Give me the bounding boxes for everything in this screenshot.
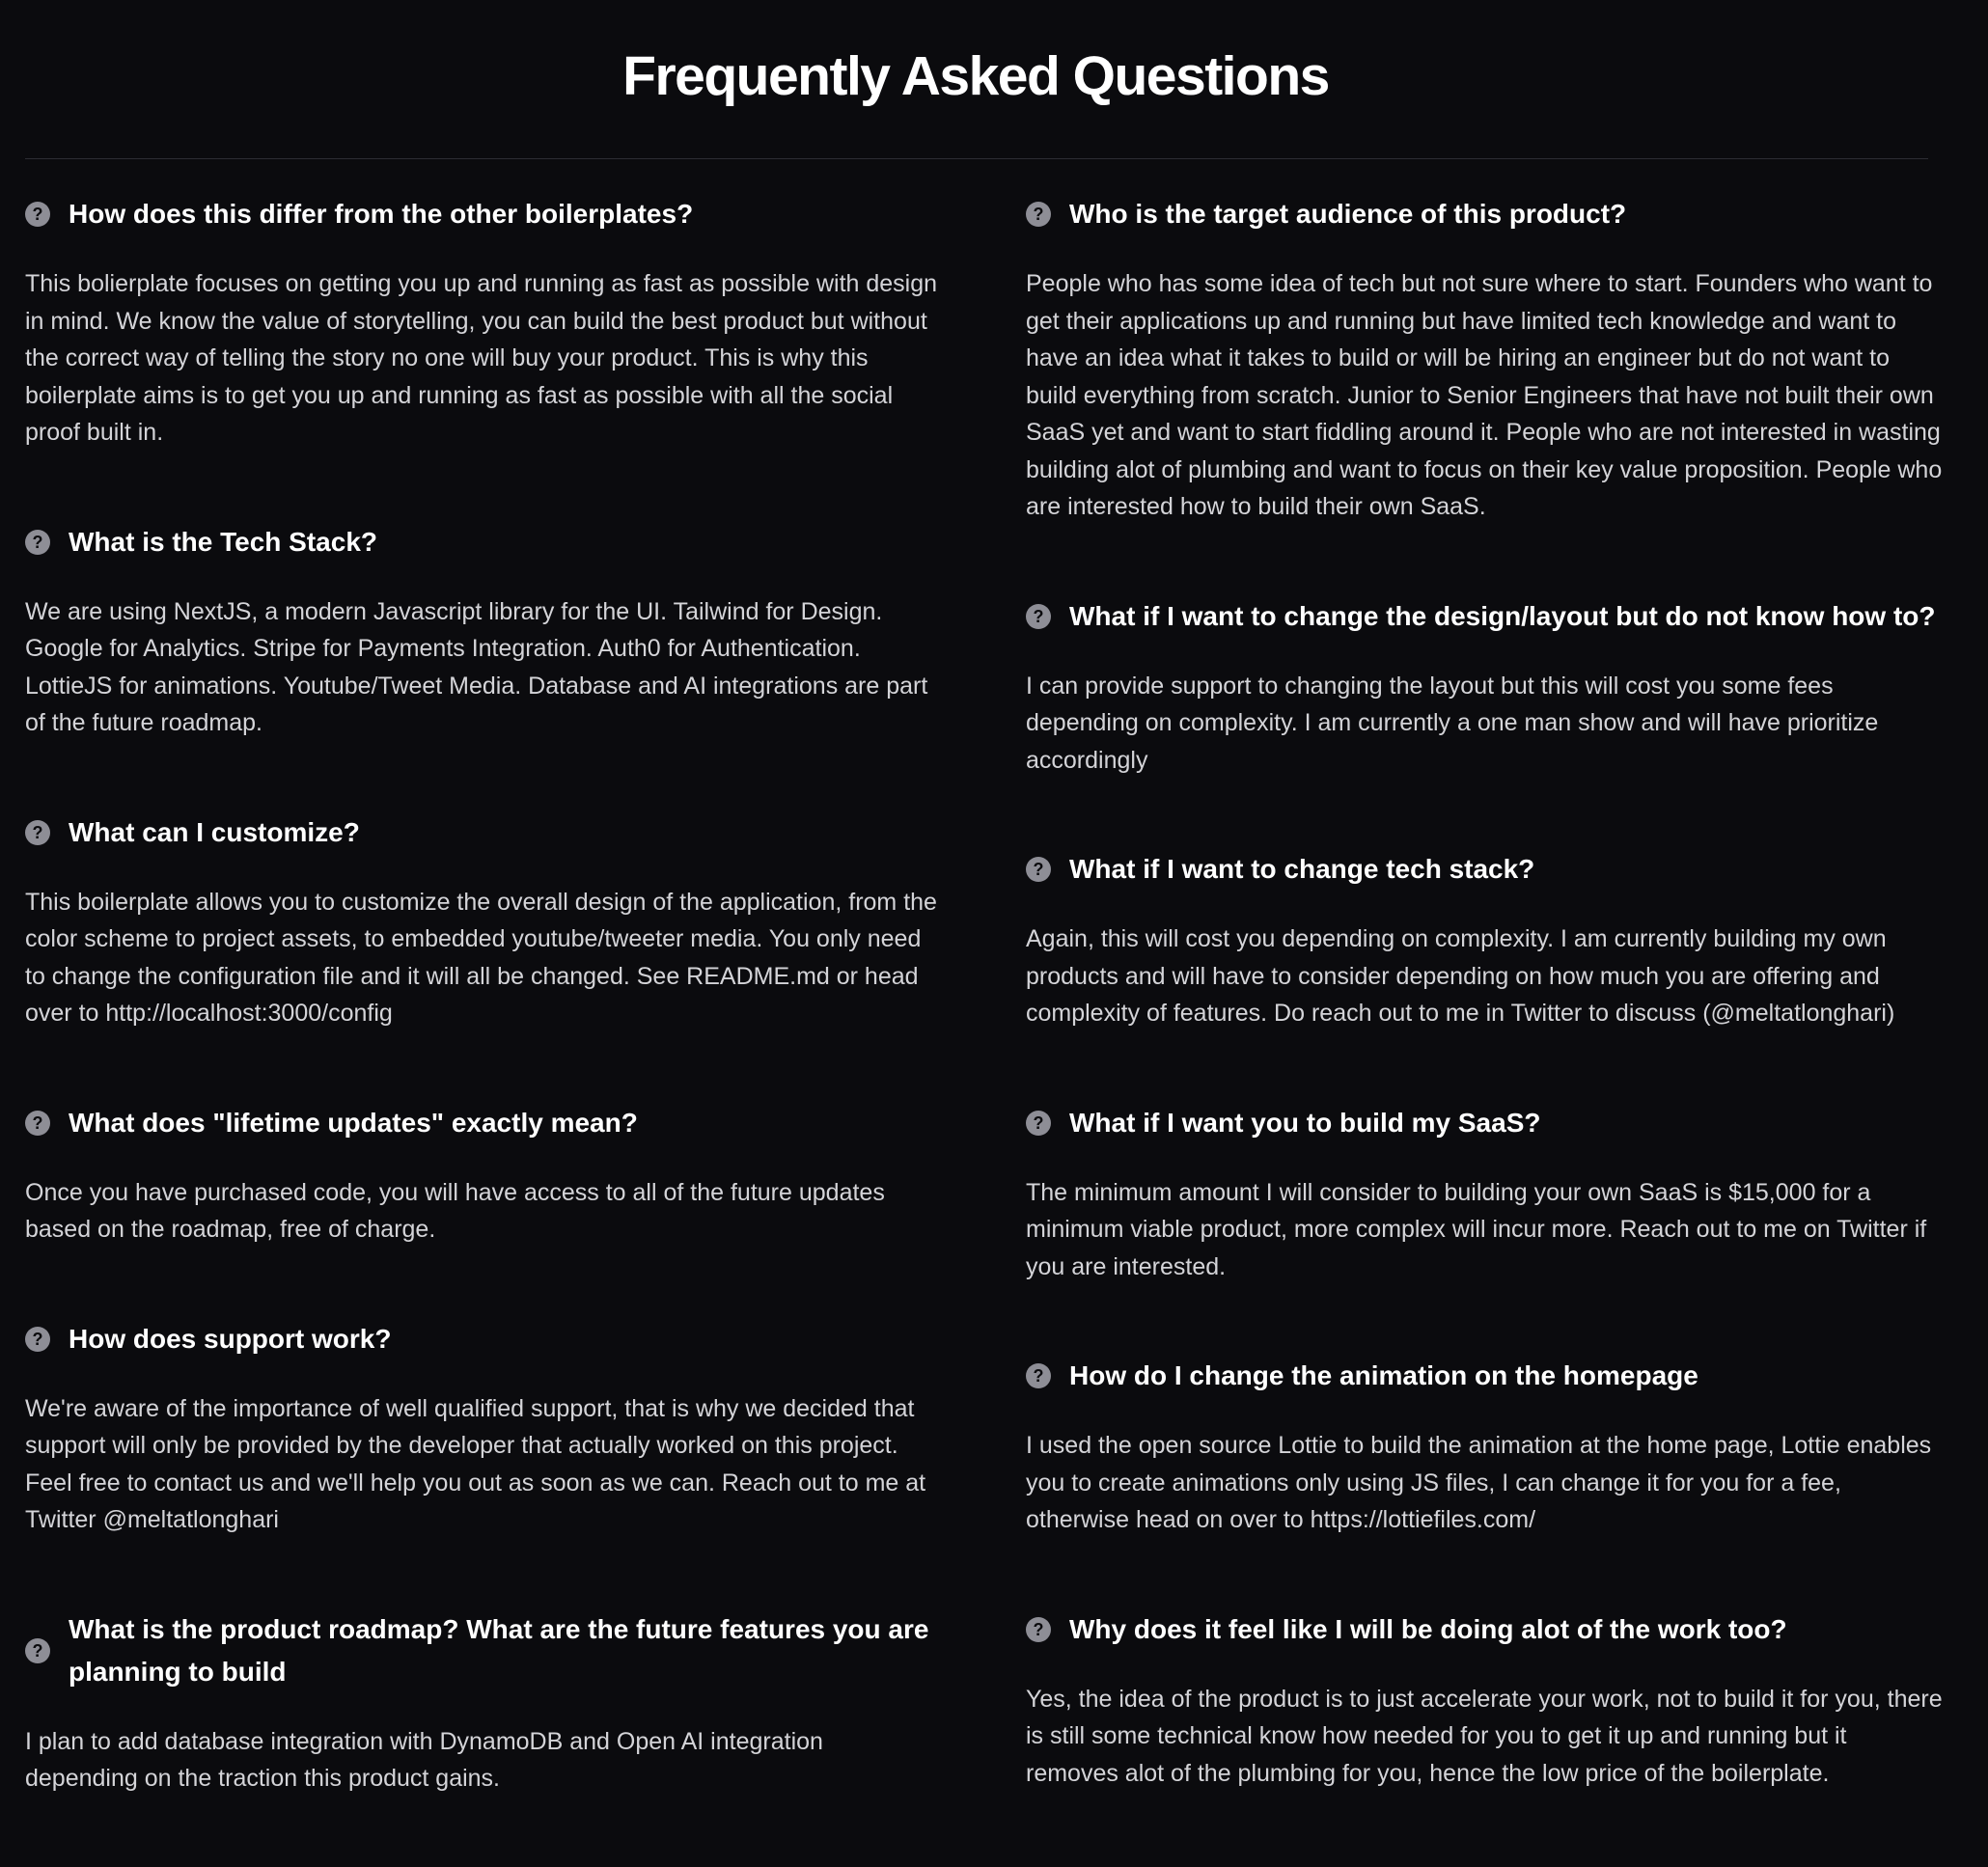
question-circle-icon: ? — [1026, 604, 1051, 629]
faq-item — [25, 521, 942, 742]
question-circle-icon: ? — [1026, 1363, 1051, 1388]
faq-item — [1026, 848, 1943, 1032]
faq-question-text: What is the product roadmap? What are the future features you are planning to build — [69, 1613, 929, 1687]
faq-answer: Yes, the idea of the product is to just accelerate your work, not to build it for you, there is still some technical know how needed for you to get it up and running but it removes alot of the plumbing for you, hence the low price of the boilerplate. — [1026, 1685, 1943, 1787]
faq-answer: This boilerplate allows you to customize the overall design of the application, from the color scheme to project assets, to embedded youtube/tweeter media. You only need to change the configuration file and it will all be changed. See README.md or head over to http://localhost:3000/config — [25, 888, 937, 1027]
faq-question — [1026, 1102, 1943, 1144]
faq-question-text: Who is the target audience of this product? — [1069, 199, 1627, 229]
faq-answer: People who has some idea of tech but not sure where to start. Founders who want to get their applications up and running but have limited tech knowledge and want to have an idea what it takes to build or will be hiring an engineer but do not want to build everything from scratch. Junior to Senior Engineers that have not built their own SaaS yet and want to start fiddling around it. People who are not interested in wasting building alot of plumbing and want to focus on their key value proposition. People who are interested how to build their own SaaS. — [1026, 270, 1943, 520]
faq-item — [1026, 193, 1943, 526]
faq-question — [1026, 193, 1943, 235]
faq-item — [25, 1318, 942, 1539]
faq-column-left — [25, 193, 942, 1867]
faq-item — [1026, 1608, 1943, 1793]
faq-answer: The minimum amount I will consider to building your own SaaS is $15,000 for a minimum viable product, more complex will incur more. Reach out to me on Twitter if you are interested. — [1026, 1178, 1927, 1280]
faq-question — [1026, 1355, 1943, 1397]
faq-question-text: How do I change the animation on the homepage — [1069, 1360, 1698, 1390]
question-circle-icon: ? — [25, 820, 50, 845]
question-circle-icon: ? — [25, 1111, 50, 1136]
faq-question — [25, 1318, 942, 1360]
question-circle-icon: ? — [1026, 1617, 1051, 1642]
faq-item — [25, 1608, 942, 1798]
faq-question-text: What if I want to change the design/layout but do not know how to? — [1069, 600, 1936, 631]
page-title: Frequently Asked Questions — [622, 45, 1329, 107]
faq-item — [1026, 595, 1943, 780]
faq-question-text: How does this differ from the other boilerplates? — [69, 199, 694, 229]
question-circle-icon: ? — [25, 1638, 50, 1663]
faq-question — [25, 1608, 942, 1693]
faq-question-text: What if I want you to build my SaaS? — [1069, 1107, 1541, 1138]
title-divider — [25, 158, 1928, 159]
question-circle-icon: ? — [1026, 1111, 1051, 1136]
faq-question — [25, 521, 942, 563]
faq-answer: This bolierplate focuses on getting you up and running as fast as possible with design in mind. We know the value of storytelling, you can build the best product but without the correct way of telling the story no one will buy your product. This is why this boilerplate aims is to get you up and running as fast as possible with all the social proof built in. — [25, 270, 938, 446]
faq-item — [1026, 1102, 1943, 1286]
faq-question-text: Why does it feel like I will be doing alot of the work too? — [1069, 1613, 1787, 1644]
question-circle-icon: ? — [25, 1327, 50, 1352]
faq-answer: I plan to add database integration with DynamoDB and Open AI integration depending on the traction this product gains. — [25, 1727, 823, 1792]
faq-answer: I can provide support to changing the layout but this will cost you some fees depending on complexity. I am currently a one man show and will have prioritize accordingly — [1026, 672, 1879, 774]
faq-item — [25, 193, 942, 452]
faq-item — [1026, 1355, 1943, 1539]
faq-question — [1026, 848, 1943, 891]
faq-question-text: What if I want to change tech stack? — [1069, 854, 1535, 884]
faq-answer: I used the open source Lottie to build the animation at the home page, Lottie enables you to create animations only using JS files, I can change it for you for a fee, otherwise head on over to https://lottiefiles.com/ — [1026, 1432, 1932, 1533]
faq-question-text: How does support work? — [69, 1323, 392, 1354]
faq-question-text: What can I customize? — [69, 816, 360, 847]
faq-answer: Again, this will cost you depending on complexity. I am currently building my own products and will have to consider depending on how much you are offering and complexity of features. Do reach out to me in Twitter to discuss (@meltatlonghari) — [1026, 925, 1895, 1027]
faq-column-right — [1026, 193, 1943, 1861]
faq-answer: We're aware of the importance of well qualified support, that is why we decided that support will only be provided by the developer that actually worked on this project. Feel free to contact us and we'll help you out as soon as we can. Reach out to me at Twitter @meltatlonghari — [25, 1394, 926, 1533]
question-circle-icon: ? — [1026, 202, 1051, 227]
question-circle-icon: ? — [25, 202, 50, 227]
faq-question — [25, 193, 942, 235]
faq-item — [25, 811, 942, 1032]
faq-question — [25, 1102, 942, 1144]
faq-answer: We are using NextJS, a modern Javascript library for the UI. Tailwind for Design. Google for Analytics. Stripe for Payments Integration. Auth0 for Authentication. LottieJS for animations. Youtube/Tweet Media. Database and AI integrations are part of the future roadmap. — [25, 597, 928, 736]
faq-question — [1026, 595, 1943, 638]
faq-question-text: What does "lifetime updates" exactly mean? — [69, 1107, 638, 1138]
question-circle-icon: ? — [1026, 857, 1051, 882]
faq-question — [25, 811, 942, 854]
faq-answer: Once you have purchased code, you will have access to all of the future updates based on the roadmap, free of charge. — [25, 1178, 885, 1243]
question-circle-icon: ? — [25, 530, 50, 555]
faq-question-text: What is the Tech Stack? — [69, 526, 377, 557]
faq-question — [1026, 1608, 1943, 1651]
faq-item — [25, 1102, 942, 1249]
